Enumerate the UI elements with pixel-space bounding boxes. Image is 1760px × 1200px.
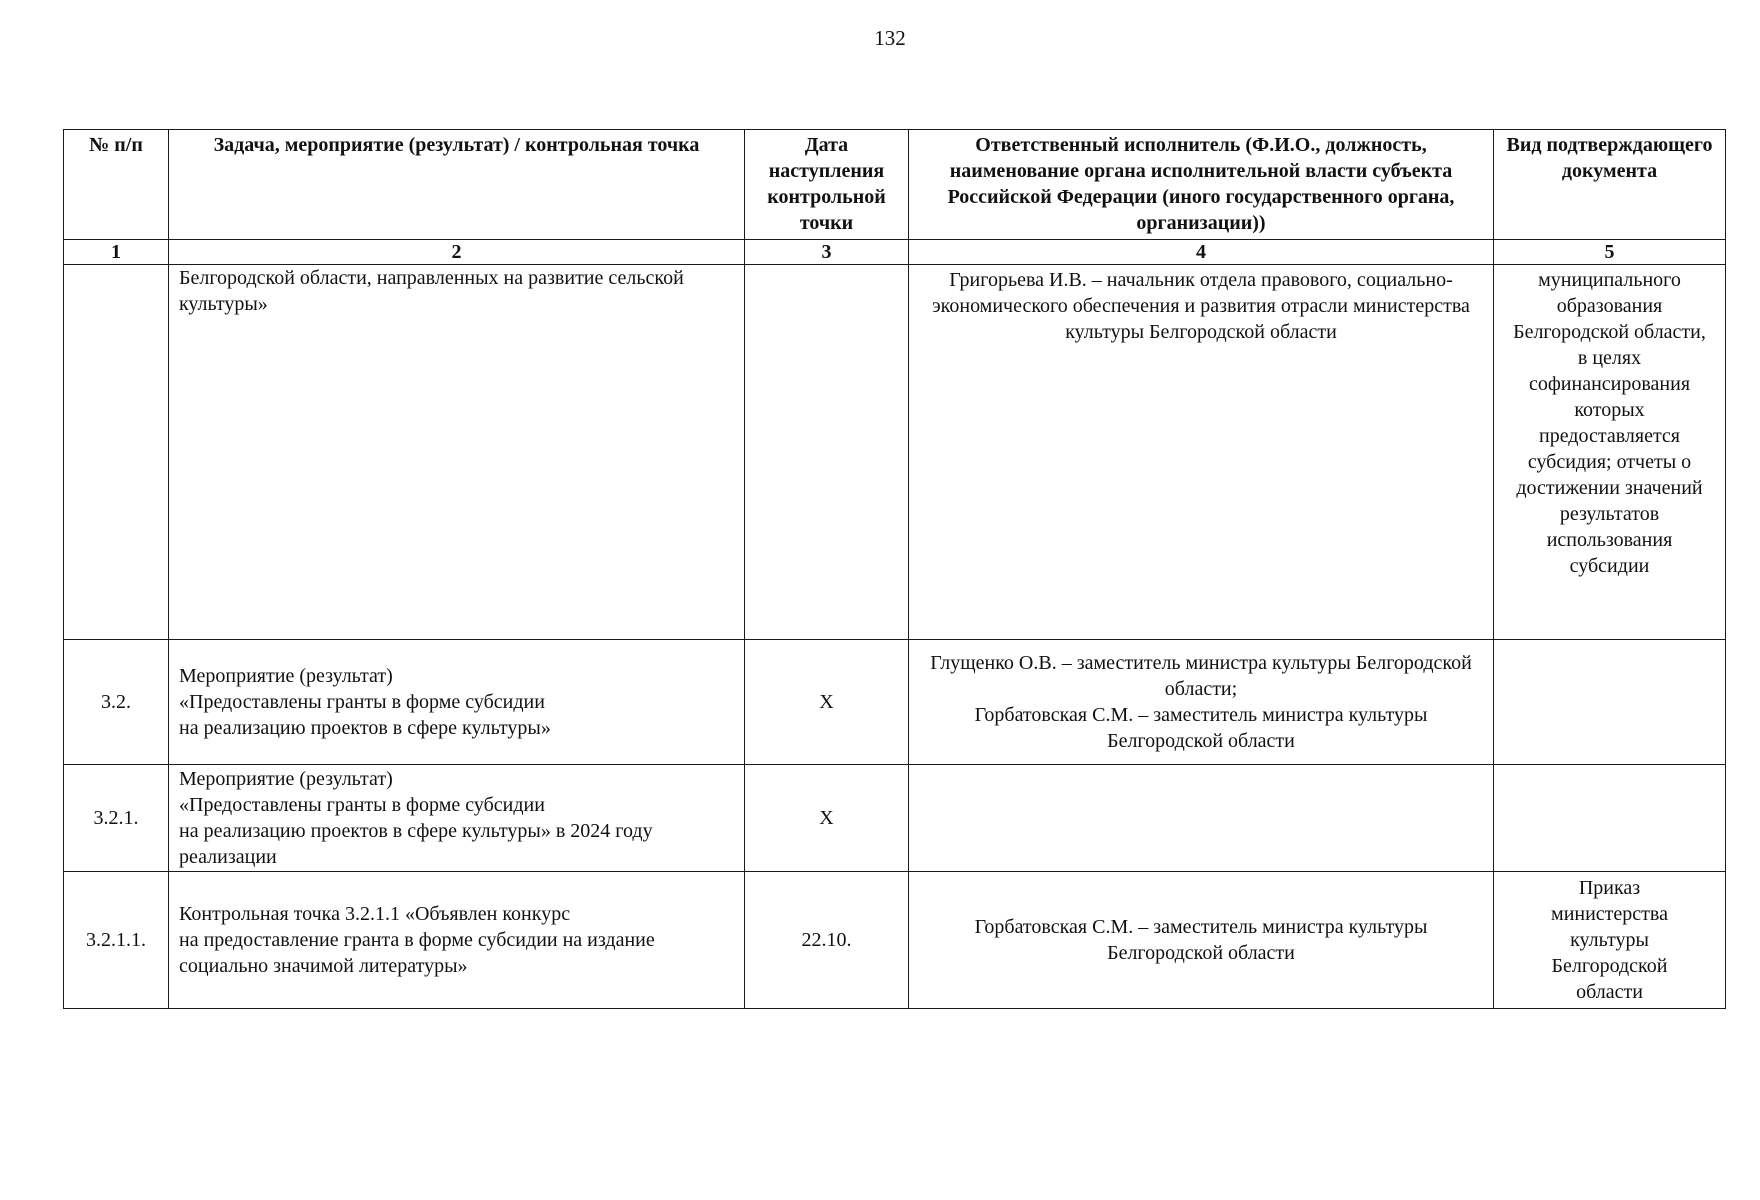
column-number-row [64,240,1726,265]
column-number: 2 [169,240,745,265]
table-row [64,872,1726,1009]
row-responsible [909,640,1494,765]
row-date: Х [745,640,909,765]
responsible-line: Горбатовская С.М. – заместитель министра культуры Белгородской области [974,704,1428,752]
row-date [745,265,909,640]
task-line: Контрольная точка 3.2.1.1 «Объявлен конкурс [179,903,571,925]
column-number: 4 [909,240,1494,265]
header-number: № п/п [64,130,169,240]
row-number: 3.2.1.1. [64,872,169,1009]
row-document [1494,640,1726,765]
task-line: Мероприятие (результат) [179,665,393,687]
task-line: «Предоставлены гранты в форме субсидии [179,691,545,713]
row-responsible: Горбатовская С.М. – заместитель министра культуры Белгородской области [909,872,1494,1009]
row-number [64,265,169,640]
table-row [64,765,1726,872]
row-number: 3.2.1. [64,765,169,872]
row-responsible [909,765,1494,872]
header-document: Вид подтверждающего документа [1494,130,1726,240]
task-line: на реализацию проектов в сфере культуры» [179,717,551,739]
row-task: Белгородской области, направленных на развитие сельской культуры» [169,265,745,640]
task-line: Мероприятие (результат) [179,768,393,790]
row-document: муниципального образования Белгородской области, в целях софинансирования которых предоставляется субсидия; отчеты о достижении значений результатов использования субсидии [1494,265,1726,640]
row-responsible: Григорьева И.В. – начальник отдела правового, социально-экономического обеспечения и развития отрасли министерства культуры Белгородской области [909,265,1494,640]
row-number: 3.2. [64,640,169,765]
row-task [169,872,745,1009]
row-date: 22.10. [745,872,909,1009]
row-task [169,640,745,765]
control-points-table [63,129,1726,1009]
column-number: 3 [745,240,909,265]
responsible-line: Глущенко О.В. – заместитель министра культуры Белгородской области; [930,652,1472,700]
row-date: Х [745,765,909,872]
row-document: Приказ министерства культуры Белгородской области [1494,872,1726,1009]
table-header-row [64,130,1726,240]
header-responsible: Ответственный исполнитель (Ф.И.О., должность, наименование органа исполнительной власти субъекта Российской Федерации (иного государственного органа, организации)) [909,130,1494,240]
page-number: 132 [874,26,906,50]
task-line: на предоставление гранта в форме субсидии на издание социально значимой литературы» [179,929,655,977]
column-number: 5 [1494,240,1726,265]
row-task [169,765,745,872]
column-number: 1 [64,240,169,265]
task-line: на реализацию проектов в сфере культуры» в 2024 году реализации [179,820,653,868]
row-document [1494,765,1726,872]
header-task: Задача, мероприятие (результат) / контрольная точка [169,130,745,240]
table-row [64,265,1726,640]
header-date: Дата наступления контрольной точки [745,130,909,240]
table-row [64,640,1726,765]
task-line: «Предоставлены гранты в форме субсидии [179,794,545,816]
